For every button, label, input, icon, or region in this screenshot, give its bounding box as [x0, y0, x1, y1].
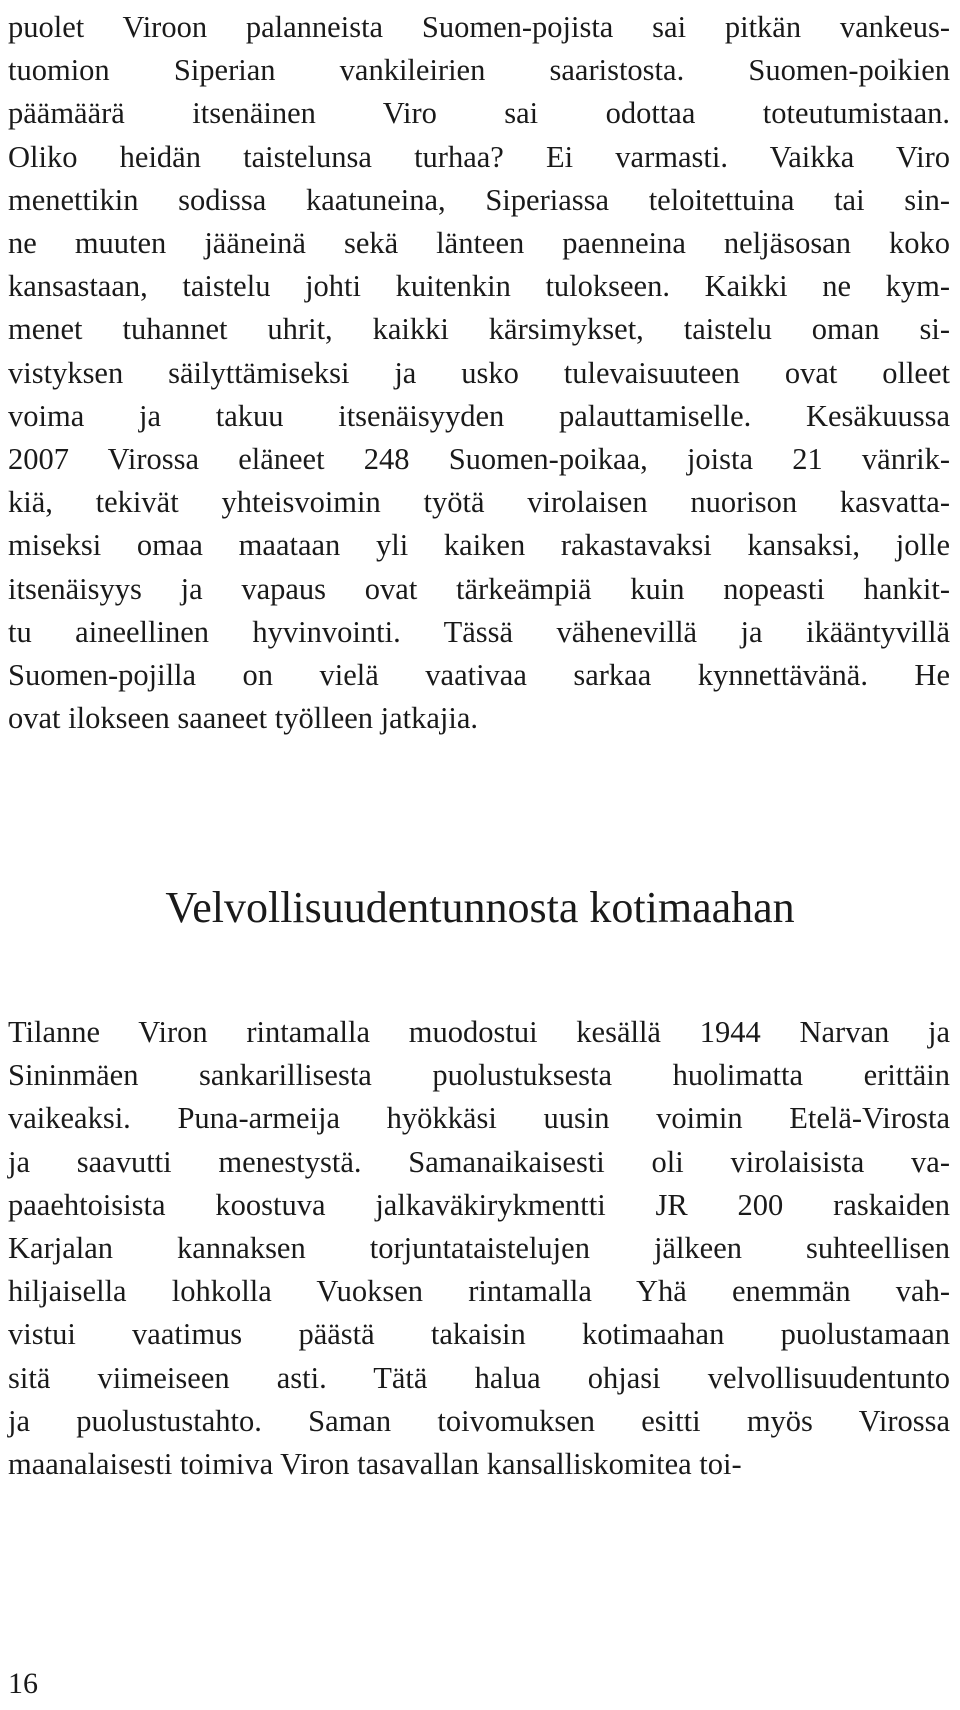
text-line: Suomen-pojilla on vielä vaativaa sarkaa kynnettävänä. He	[8, 658, 950, 693]
text-line: voima ja takuu itsenäisyyden palauttamiselle. Kesäkuussa	[8, 398, 950, 433]
text-line: päämäärä itsenäinen Viro sai odottaa toteutumistaan.	[8, 96, 950, 131]
text-line: vaikeaksi. Puna-armeija hyökkäsi uusin voimin Etelä-Virosta	[8, 1101, 950, 1136]
text-line: puolet Viroon palanneista Suomen-pojista sai pitkän vankeus-	[8, 10, 950, 44]
text-line: Tilanne Viron rintamalla muodostui kesällä 1944 Narvan ja	[8, 1015, 950, 1049]
text-line: menet tuhannet uhrit, kaikki kärsimykset, taistelu oman si-	[8, 312, 950, 347]
paragraph-bottom	[8, 1011, 950, 1486]
text-line: vistyksen säilyttämiseksi ja usko tulevaisuuteen ovat olleet	[8, 355, 950, 390]
text-line: Sininmäen sankarillisesta puolustuksesta huolimatta erittäin	[8, 1058, 950, 1093]
text-line: maanalaisesti toimiva Viron tasavallan kansalliskomitea toi-	[8, 1447, 742, 1482]
text-line: 2007 Virossa eläneet 248 Suomen-poikaa, joista 21 vänrik-	[8, 442, 950, 477]
text-line: sitä viimeiseen asti. Tätä halua ohjasi velvollisuudentunto	[8, 1360, 950, 1395]
text-line: miseksi omaa maataan yli kaiken rakastavaksi kansaksi, jolle	[8, 528, 950, 563]
text-line: ja puolustustahto. Saman toivomuksen esitti myös Virossa	[8, 1403, 950, 1438]
page-number: 16	[8, 1667, 38, 1700]
text-line: kiä, tekivät yhteisvoimin työtä virolaisen nuorison kasvatta-	[8, 485, 950, 520]
text-line: itsenäisyys ja vapaus ovat tärkeämpiä kuin nopeasti hankit-	[8, 571, 950, 606]
text-line: ne muuten jääneinä sekä länteen paenneina neljäsosan koko	[8, 226, 950, 261]
text-line: menettikin sodissa kaatuneina, Siperiassa teloitettuina tai sin-	[8, 182, 950, 217]
text-line: ja saavutti menestystä. Samanaikaisesti oli virolaisista va-	[8, 1144, 950, 1179]
text-line: kansastaan, taistelu johti kuitenkin tulokseen. Kaikki ne kym-	[8, 269, 950, 304]
text-line: tu aineellinen hyvinvointi. Tässä vähenevillä ja ikääntyvillä	[8, 614, 950, 649]
text-line: ovat ilokseen saaneet työlleen jatkajia.	[8, 701, 479, 736]
text-line: Oliko heidän taistelunsa turhaa? Ei varmasti. Vaikka Viro	[8, 139, 950, 174]
text-line: paaehtoisista koostuva jalkaväkirykmentti JR 200 raskaiden	[8, 1187, 950, 1222]
section-heading: Velvollisuudentunnosta kotimaahan	[165, 883, 795, 932]
text-line: vistui vaatimus päästä takaisin kotimaahan puolustamaan	[8, 1317, 950, 1352]
text-line: hiljaisella lohkolla Vuoksen rintamalla Yhä enemmän vah-	[8, 1274, 950, 1309]
text-line: tuomion Siperian vankileirien saaristosta. Suomen-poikien	[8, 53, 950, 88]
paragraph-top	[8, 6, 950, 740]
text-line: Karjalan kannaksen torjuntataistelujen jälkeen suhteellisen	[8, 1231, 950, 1266]
